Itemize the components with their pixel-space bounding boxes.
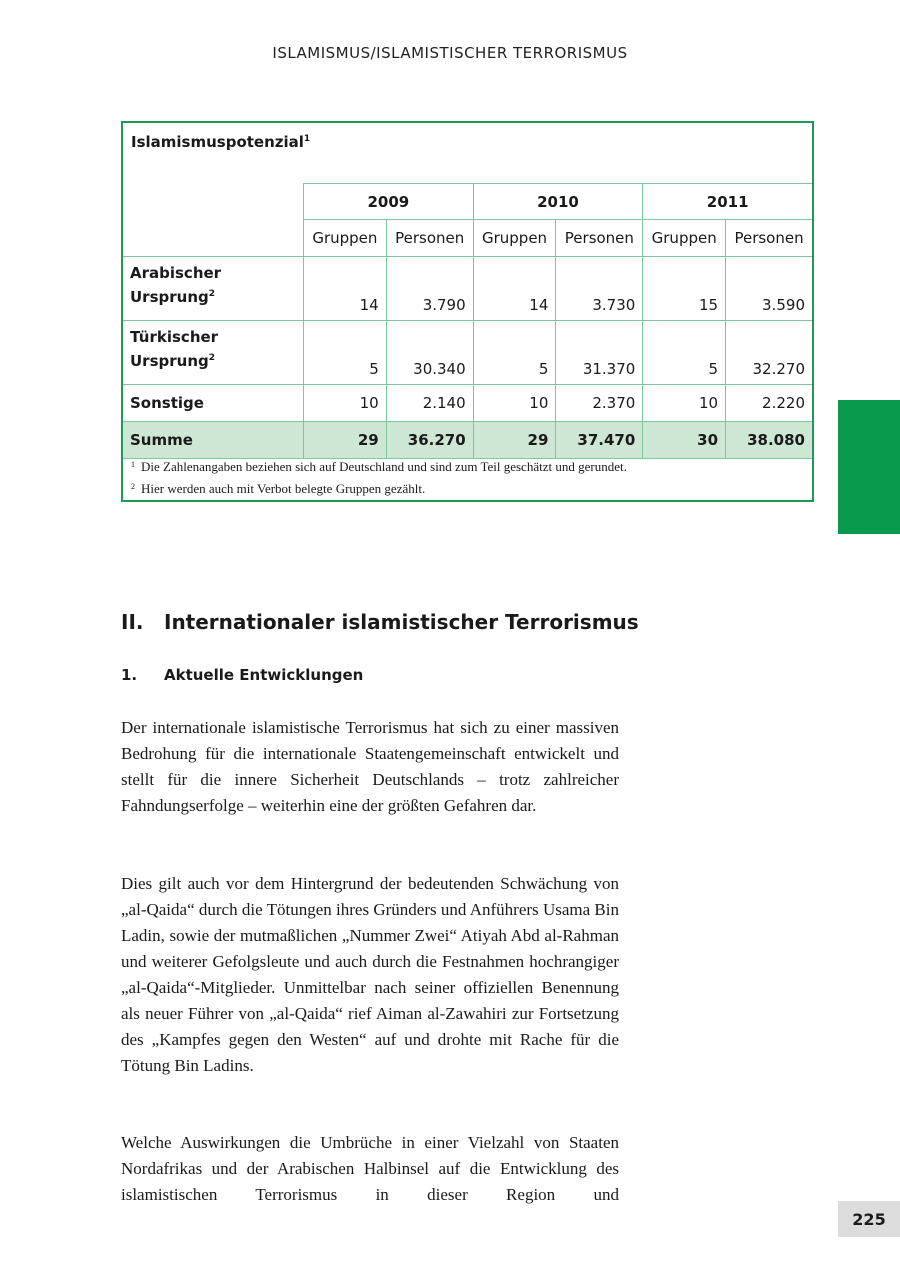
column-header: Personen: [386, 220, 473, 257]
table-cell: 3.730: [556, 257, 643, 321]
table-cell: 14: [304, 257, 387, 321]
table-title: [131, 133, 310, 151]
footnote-text: Die Zahlenangaben beziehen sich auf Deutschland und sind zum Teil geschätzt und gerundet.: [141, 459, 627, 474]
year-header-row: [123, 184, 812, 220]
column-header: Personen: [556, 220, 643, 257]
table-cell: 2.220: [726, 385, 812, 422]
table-cell: 3.790: [386, 257, 473, 321]
table-cell: 29: [473, 422, 556, 459]
row-label: [123, 321, 304, 385]
table-cell: 5: [473, 321, 556, 385]
table-row: [123, 385, 812, 422]
body-paragraph: Dies gilt auch vor dem Hintergrund der bedeutenden Schwächung von „al-Qaida“ durch die Tötungen ihres Gründers und Anführers Usama Bin Ladin, sowie der mutmaßlichen „Nummer Zwei“ Atiyah Abd al-Rahman und weiterer Gefolgsleute und auch durch die Festnahmen hochrangiger „al-Qaida“-Mitglieder. Unmittelbar nach seiner offiziellen Benennung als neuer Führer von „al-Qaida“ rief Aiman al-Zawahiri zur Fortsetzung des „Kampfes gegen den Westen“ auf und drohte mit Rache für die Tötung Bin Ladins.: [121, 874, 619, 1075]
table-cell: 3.590: [726, 257, 812, 321]
table-cell: 38.080: [726, 422, 812, 459]
column-header: Gruppen: [643, 220, 726, 257]
year-header: 2011: [643, 184, 812, 220]
body-paragraph: Der internationale islamistische Terrorismus hat sich zu einer massiven Bedrohung für die internationale Staatengemeinschaft entwickelt und stellt für die innere Sicherheit Deutschlands – trotz zahlreicher Fahndungserfolge – weiterhin eine der größten Gefahren dar.: [121, 718, 619, 815]
row-label: Summe: [123, 422, 304, 459]
body-paragraph: Welche Auswirkungen die Umbrüche in einer Vielzahl von Staaten Nordafrikas und der Arabischen Halbinsel auf die Entwicklung des islamistischen Terrorismus in dieser Region und: [121, 1133, 619, 1204]
table-cell: 10: [473, 385, 556, 422]
footnote-ref: 2: [208, 353, 216, 363]
row-label-line: Türkischer: [130, 328, 219, 346]
table-cell: 30.340: [386, 321, 473, 385]
footnote-ref: 2: [208, 289, 216, 299]
section-heading: [121, 610, 639, 634]
row-label: Sonstige: [123, 385, 304, 422]
table-cell: 10: [304, 385, 387, 422]
chapter-tab: [838, 400, 900, 534]
year-header: 2009: [304, 184, 474, 220]
table-row: [123, 257, 812, 321]
corner-cell: [123, 184, 304, 257]
section-title: Internationaler islamistischer Terrorismus: [164, 610, 639, 634]
footnote-mark: 2: [131, 482, 135, 491]
islamism-potential-table-box: [121, 121, 814, 502]
row-label-line: Ursprung: [130, 352, 209, 370]
table-cell: 31.370: [556, 321, 643, 385]
table-cell: 37.470: [556, 422, 643, 459]
footnote-text: Hier werden auch mit Verbot belegte Gruppen gezählt.: [141, 481, 426, 496]
row-label-line: Arabischer: [130, 264, 222, 282]
table-cell: 30: [643, 422, 726, 459]
footnote: [131, 455, 627, 477]
subsection-title: Aktuelle Entwicklungen: [164, 666, 364, 684]
table-title-text: Islamismuspotenzial: [131, 133, 304, 151]
footnote-mark: 1: [131, 460, 135, 469]
table-cell: 15: [643, 257, 726, 321]
table-cell: 14: [473, 257, 556, 321]
sum-row: [123, 422, 812, 459]
table-cell: 2.140: [386, 385, 473, 422]
column-header: Gruppen: [473, 220, 556, 257]
table-cell: 5: [304, 321, 387, 385]
table-cell: 2.370: [556, 385, 643, 422]
islamism-potential-table: [123, 183, 812, 459]
year-header: 2010: [473, 184, 643, 220]
footnote: [131, 477, 627, 499]
subsection-heading: [121, 666, 363, 684]
running-head: ISLAMISMUS/ISLAMISTISCHER TERRORISMUS: [272, 44, 628, 62]
column-header: Gruppen: [304, 220, 387, 257]
page-number: 225: [838, 1201, 900, 1237]
table-row: [123, 321, 812, 385]
table-cell: 32.270: [726, 321, 812, 385]
row-label: [123, 257, 304, 321]
table-cell: 10: [643, 385, 726, 422]
row-label-line: Ursprung: [130, 288, 209, 306]
table-cell: 29: [304, 422, 387, 459]
column-header: Personen: [726, 220, 812, 257]
subsection-number: 1.: [121, 666, 138, 684]
table-cell: 5: [643, 321, 726, 385]
table-cell: 36.270: [386, 422, 473, 459]
table-title-note: 1: [303, 134, 311, 144]
table-footnotes: [131, 455, 627, 499]
section-number: II.: [121, 610, 144, 634]
